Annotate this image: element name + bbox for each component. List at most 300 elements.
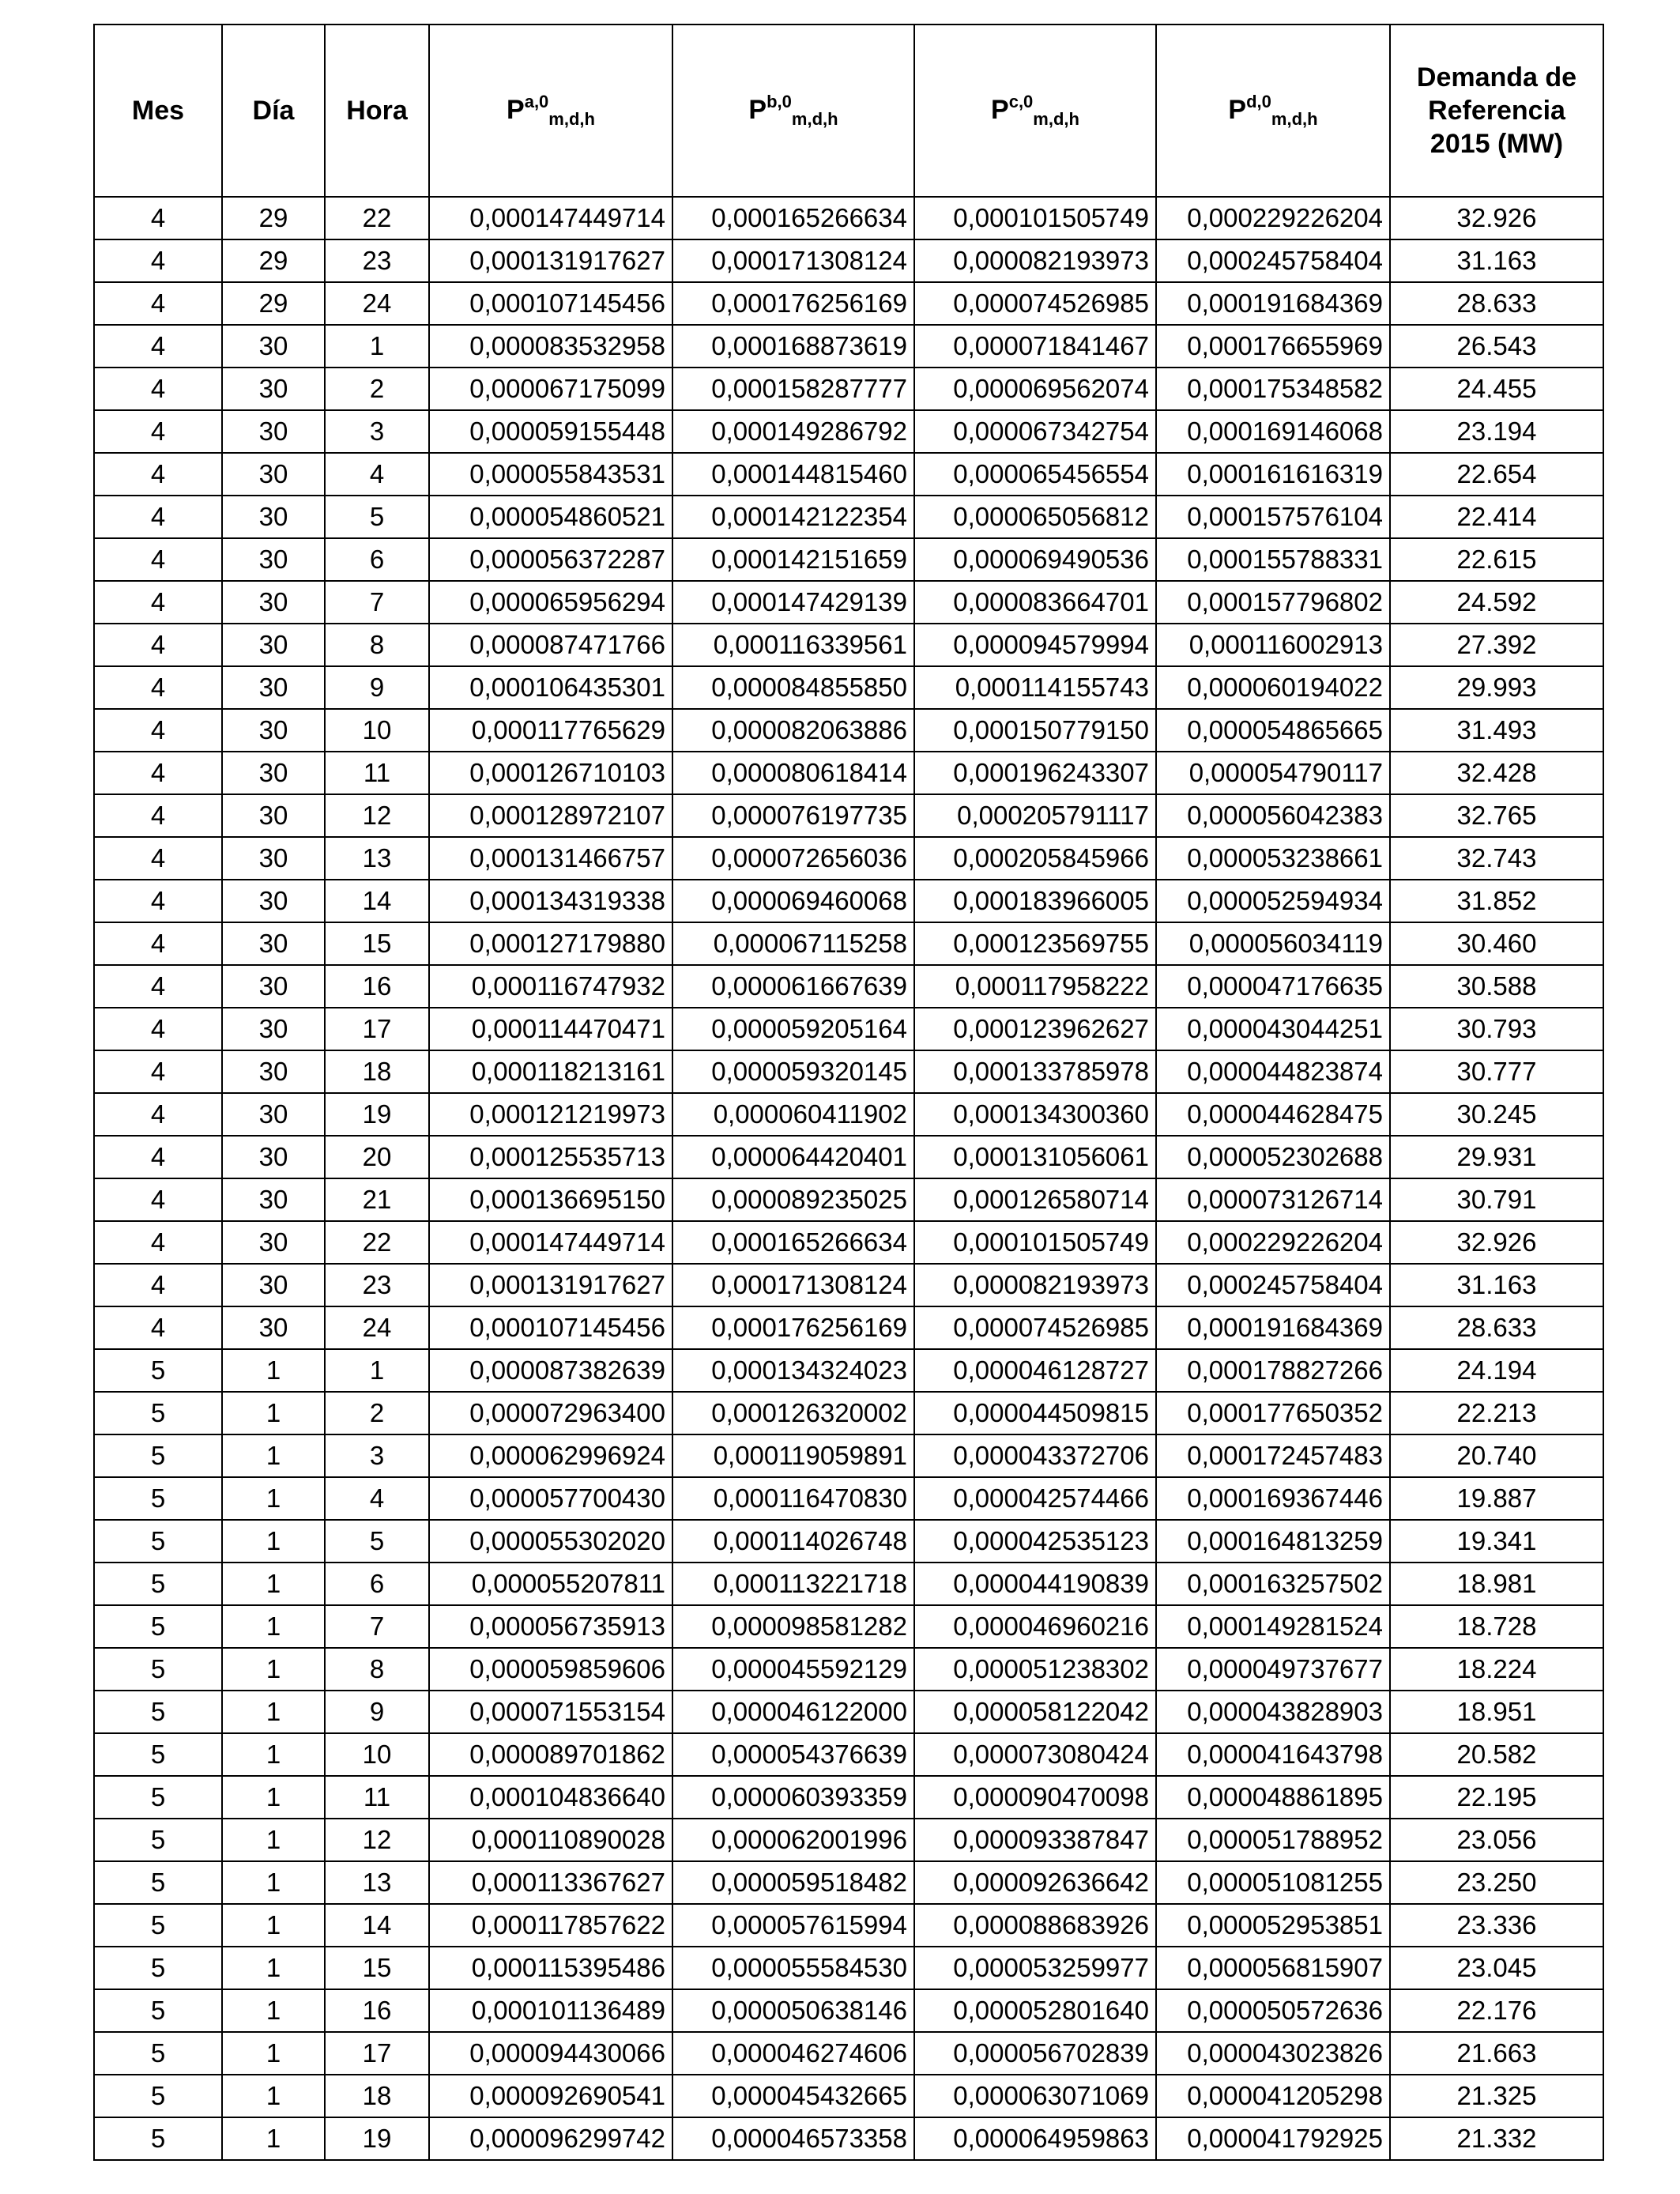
cell-pa: 0,000126710103 [429, 752, 672, 794]
demand-table [93, 24, 1604, 2161]
cell-hora: 3 [325, 410, 429, 453]
cell-pb: 0,000046122000 [672, 1691, 914, 1733]
table-row [94, 1136, 1603, 1178]
cell-hora: 1 [325, 325, 429, 368]
cell-mes: 4 [94, 837, 222, 880]
cell-pa: 0,000092690541 [429, 2075, 672, 2117]
table-row [94, 325, 1603, 368]
cell-mes: 5 [94, 1733, 222, 1776]
cell-hora: 11 [325, 752, 429, 794]
cell-pc: 0,000071841467 [914, 325, 1156, 368]
cell-pc: 0,000065456554 [914, 453, 1156, 496]
cell-pc: 0,000053259977 [914, 1947, 1156, 1989]
cell-mes: 4 [94, 368, 222, 410]
cell-pd: 0,000051788952 [1156, 1819, 1390, 1861]
cell-mes: 5 [94, 1904, 222, 1947]
cell-hora: 17 [325, 2032, 429, 2075]
table-body [94, 197, 1603, 2160]
table-row [94, 410, 1603, 453]
cell-pd: 0,000178827266 [1156, 1349, 1390, 1392]
cell-demanda: 23.056 [1390, 1819, 1603, 1861]
cell-demanda: 20.582 [1390, 1733, 1603, 1776]
cell-hora: 17 [325, 1008, 429, 1050]
cell-hora: 2 [325, 368, 429, 410]
cell-mes: 5 [94, 1947, 222, 1989]
cell-pd: 0,000149281524 [1156, 1605, 1390, 1648]
cell-pa: 0,000136695150 [429, 1178, 672, 1221]
cell-dia: 30 [222, 1050, 325, 1093]
cell-mes: 4 [94, 666, 222, 709]
cell-pd: 0,000056034119 [1156, 922, 1390, 965]
cell-dia: 1 [222, 1904, 325, 1947]
cell-hora: 10 [325, 709, 429, 752]
cell-demanda: 18.981 [1390, 1563, 1603, 1605]
cell-demanda: 23.250 [1390, 1861, 1603, 1904]
cell-dia: 1 [222, 1947, 325, 1989]
cell-pd: 0,000073126714 [1156, 1178, 1390, 1221]
cell-pa: 0,000096299742 [429, 2117, 672, 2160]
cell-pc: 0,000058122042 [914, 1691, 1156, 1733]
cell-pa: 0,000101136489 [429, 1989, 672, 2032]
cell-mes: 5 [94, 1691, 222, 1733]
cell-pa: 0,000087471766 [429, 624, 672, 666]
cell-pa: 0,000127179880 [429, 922, 672, 965]
cell-pa: 0,000055302020 [429, 1520, 672, 1563]
cell-dia: 30 [222, 368, 325, 410]
cell-pc: 0,000065056812 [914, 496, 1156, 538]
cell-dia: 30 [222, 325, 325, 368]
table-row [94, 1520, 1603, 1563]
cell-pd: 0,000175348582 [1156, 368, 1390, 410]
table-row [94, 1819, 1603, 1861]
header-mes: Mes [94, 25, 222, 197]
table-row [94, 752, 1603, 794]
cell-pd: 0,000056815907 [1156, 1947, 1390, 1989]
cell-dia: 30 [222, 752, 325, 794]
cell-pa: 0,000094430066 [429, 2032, 672, 2075]
cell-dia: 1 [222, 1861, 325, 1904]
cell-pb: 0,000134324023 [672, 1349, 914, 1392]
table-row [94, 1904, 1603, 1947]
cell-dia: 30 [222, 922, 325, 965]
table-row [94, 1264, 1603, 1306]
cell-mes: 4 [94, 752, 222, 794]
table-row [94, 1563, 1603, 1605]
cell-mes: 4 [94, 1306, 222, 1349]
cell-demanda: 21.663 [1390, 2032, 1603, 2075]
cell-pd: 0,000052594934 [1156, 880, 1390, 922]
cell-hora: 11 [325, 1776, 429, 1819]
cell-demanda: 18.728 [1390, 1605, 1603, 1648]
cell-pa: 0,000071553154 [429, 1691, 672, 1733]
cell-dia: 30 [222, 1008, 325, 1050]
table-row [94, 1947, 1603, 1989]
cell-pc: 0,000093387847 [914, 1819, 1156, 1861]
cell-pa: 0,000107145456 [429, 1306, 672, 1349]
cell-hora: 5 [325, 496, 429, 538]
cell-dia: 1 [222, 1648, 325, 1691]
cell-pd: 0,000245758404 [1156, 1264, 1390, 1306]
cell-pd: 0,000161616319 [1156, 453, 1390, 496]
cell-demanda: 22.176 [1390, 1989, 1603, 2032]
cell-demanda: 30.791 [1390, 1178, 1603, 1221]
cell-pa: 0,000110890028 [429, 1819, 672, 1861]
cell-pa: 0,000114470471 [429, 1008, 672, 1050]
cell-demanda: 19.887 [1390, 1477, 1603, 1520]
cell-pc: 0,000067342754 [914, 410, 1156, 453]
table-row [94, 922, 1603, 965]
cell-mes: 5 [94, 1861, 222, 1904]
cell-pb: 0,000142122354 [672, 496, 914, 538]
cell-pb: 0,000045592129 [672, 1648, 914, 1691]
cell-mes: 4 [94, 1264, 222, 1306]
cell-pd: 0,000053238661 [1156, 837, 1390, 880]
cell-hora: 14 [325, 1904, 429, 1947]
cell-hora: 24 [325, 282, 429, 325]
cell-dia: 29 [222, 282, 325, 325]
cell-pd: 0,000245758404 [1156, 239, 1390, 282]
cell-pc: 0,000042574466 [914, 1477, 1156, 1520]
cell-dia: 1 [222, 1733, 325, 1776]
cell-pb: 0,000076197735 [672, 794, 914, 837]
table-row [94, 1349, 1603, 1392]
cell-pb: 0,000176256169 [672, 282, 914, 325]
cell-demanda: 21.332 [1390, 2117, 1603, 2160]
header-demanda: Demanda de Referencia 2015 (MW) [1390, 25, 1603, 197]
cell-pd: 0,000056042383 [1156, 794, 1390, 837]
cell-dia: 30 [222, 1306, 325, 1349]
cell-dia: 1 [222, 1563, 325, 1605]
cell-dia: 30 [222, 965, 325, 1008]
cell-pa: 0,000131917627 [429, 1264, 672, 1306]
cell-dia: 30 [222, 709, 325, 752]
cell-demanda: 18.951 [1390, 1691, 1603, 1733]
cell-dia: 30 [222, 794, 325, 837]
cell-dia: 30 [222, 538, 325, 581]
table-row [94, 368, 1603, 410]
cell-pd: 0,000163257502 [1156, 1563, 1390, 1605]
cell-pb: 0,000171308124 [672, 1264, 914, 1306]
cell-mes: 4 [94, 794, 222, 837]
cell-pd: 0,000157576104 [1156, 496, 1390, 538]
cell-pb: 0,000050638146 [672, 1989, 914, 2032]
cell-pc: 0,000101505749 [914, 197, 1156, 239]
cell-pd: 0,000052302688 [1156, 1136, 1390, 1178]
cell-demanda: 32.926 [1390, 1221, 1603, 1264]
cell-demanda: 22.615 [1390, 538, 1603, 581]
cell-mes: 4 [94, 965, 222, 1008]
cell-pa: 0,000056735913 [429, 1605, 672, 1648]
cell-pa: 0,000128972107 [429, 794, 672, 837]
cell-mes: 4 [94, 880, 222, 922]
cell-mes: 4 [94, 325, 222, 368]
cell-demanda: 23.336 [1390, 1904, 1603, 1947]
cell-hora: 6 [325, 1563, 429, 1605]
cell-pa: 0,000059859606 [429, 1648, 672, 1691]
cell-pa: 0,000089701862 [429, 1733, 672, 1776]
cell-mes: 4 [94, 496, 222, 538]
table-row [94, 1861, 1603, 1904]
cell-mes: 4 [94, 709, 222, 752]
cell-pb: 0,000144815460 [672, 453, 914, 496]
cell-mes: 4 [94, 453, 222, 496]
cell-pd: 0,000229226204 [1156, 197, 1390, 239]
cell-hora: 12 [325, 794, 429, 837]
cell-mes: 5 [94, 1819, 222, 1861]
cell-pd: 0,000050572636 [1156, 1989, 1390, 2032]
cell-pb: 0,000165266634 [672, 197, 914, 239]
cell-pc: 0,000044509815 [914, 1392, 1156, 1434]
cell-hora: 18 [325, 2075, 429, 2117]
cell-dia: 1 [222, 1477, 325, 1520]
cell-hora: 9 [325, 1691, 429, 1733]
cell-pa: 0,000067175099 [429, 368, 672, 410]
cell-pb: 0,000084855850 [672, 666, 914, 709]
cell-pd: 0,000054790117 [1156, 752, 1390, 794]
table-row [94, 1605, 1603, 1648]
cell-pb: 0,000142151659 [672, 538, 914, 581]
cell-pd: 0,000164813259 [1156, 1520, 1390, 1563]
cell-dia: 1 [222, 1349, 325, 1392]
cell-pb: 0,000046573358 [672, 2117, 914, 2160]
cell-hora: 7 [325, 1605, 429, 1648]
cell-demanda: 22.654 [1390, 453, 1603, 496]
cell-mes: 4 [94, 1093, 222, 1136]
cell-pc: 0,000205791117 [914, 794, 1156, 837]
cell-demanda: 24.194 [1390, 1349, 1603, 1392]
cell-mes: 5 [94, 1776, 222, 1819]
cell-pa: 0,000055843531 [429, 453, 672, 496]
cell-pd: 0,000051081255 [1156, 1861, 1390, 1904]
cell-hora: 3 [325, 1434, 429, 1477]
table-row [94, 1392, 1603, 1434]
cell-pd: 0,000044628475 [1156, 1093, 1390, 1136]
cell-demanda: 20.740 [1390, 1434, 1603, 1477]
cell-mes: 4 [94, 282, 222, 325]
cell-pa: 0,000131466757 [429, 837, 672, 880]
cell-pb: 0,000113221718 [672, 1563, 914, 1605]
cell-hora: 24 [325, 1306, 429, 1349]
cell-demanda: 31.163 [1390, 1264, 1603, 1306]
cell-pa: 0,000056372287 [429, 538, 672, 581]
cell-mes: 4 [94, 1136, 222, 1178]
cell-mes: 5 [94, 1563, 222, 1605]
cell-mes: 5 [94, 2032, 222, 2075]
cell-pa: 0,000062996924 [429, 1434, 672, 1477]
cell-hora: 22 [325, 197, 429, 239]
cell-pc: 0,000082193973 [914, 239, 1156, 282]
cell-demanda: 24.592 [1390, 581, 1603, 624]
table-row [94, 965, 1603, 1008]
cell-pc: 0,000082193973 [914, 1264, 1156, 1306]
cell-pa: 0,000072963400 [429, 1392, 672, 1434]
cell-pb: 0,000059205164 [672, 1008, 914, 1050]
cell-pd: 0,000155788331 [1156, 538, 1390, 581]
cell-mes: 4 [94, 197, 222, 239]
cell-mes: 5 [94, 1520, 222, 1563]
cell-demanda: 31.163 [1390, 239, 1603, 282]
cell-demanda: 19.341 [1390, 1520, 1603, 1563]
cell-pa: 0,000121219973 [429, 1093, 672, 1136]
cell-demanda: 18.224 [1390, 1648, 1603, 1691]
cell-demanda: 23.045 [1390, 1947, 1603, 1989]
cell-demanda: 26.543 [1390, 325, 1603, 368]
cell-pc: 0,000056702839 [914, 2032, 1156, 2075]
cell-mes: 5 [94, 2075, 222, 2117]
cell-dia: 1 [222, 1776, 325, 1819]
cell-pa: 0,000147449714 [429, 1221, 672, 1264]
cell-mes: 5 [94, 1349, 222, 1392]
table-row [94, 794, 1603, 837]
table-row [94, 1093, 1603, 1136]
cell-pd: 0,000116002913 [1156, 624, 1390, 666]
cell-hora: 14 [325, 880, 429, 922]
cell-pd: 0,000172457483 [1156, 1434, 1390, 1477]
cell-hora: 6 [325, 538, 429, 581]
cell-pb: 0,000059320145 [672, 1050, 914, 1093]
cell-pc: 0,000183966005 [914, 880, 1156, 922]
cell-hora: 8 [325, 624, 429, 666]
cell-pd: 0,000049737677 [1156, 1648, 1390, 1691]
cell-mes: 4 [94, 922, 222, 965]
cell-pb: 0,000147429139 [672, 581, 914, 624]
cell-demanda: 27.392 [1390, 624, 1603, 666]
cell-pb: 0,000119059891 [672, 1434, 914, 1477]
cell-demanda: 30.793 [1390, 1008, 1603, 1050]
cell-dia: 30 [222, 880, 325, 922]
cell-pc: 0,000052801640 [914, 1989, 1156, 2032]
cell-demanda: 24.455 [1390, 368, 1603, 410]
cell-mes: 5 [94, 1392, 222, 1434]
cell-pa: 0,000087382639 [429, 1349, 672, 1392]
cell-demanda: 22.213 [1390, 1392, 1603, 1434]
cell-hora: 8 [325, 1648, 429, 1691]
cell-pa: 0,000131917627 [429, 239, 672, 282]
cell-hora: 23 [325, 239, 429, 282]
cell-pd: 0,000054865665 [1156, 709, 1390, 752]
cell-pb: 0,000116339561 [672, 624, 914, 666]
cell-demanda: 21.325 [1390, 2075, 1603, 2117]
cell-hora: 12 [325, 1819, 429, 1861]
table-row [94, 239, 1603, 282]
cell-hora: 20 [325, 1136, 429, 1178]
cell-pc: 0,000126580714 [914, 1178, 1156, 1221]
cell-pc: 0,000092636642 [914, 1861, 1156, 1904]
cell-pb: 0,000176256169 [672, 1306, 914, 1349]
cell-pc: 0,000046128727 [914, 1349, 1156, 1392]
cell-pa: 0,000125535713 [429, 1136, 672, 1178]
cell-pd: 0,000044823874 [1156, 1050, 1390, 1093]
cell-hora: 15 [325, 1947, 429, 1989]
cell-pc: 0,000133785978 [914, 1050, 1156, 1093]
cell-pa: 0,000107145456 [429, 282, 672, 325]
cell-demanda: 32.926 [1390, 197, 1603, 239]
cell-pb: 0,000046274606 [672, 2032, 914, 2075]
cell-pc: 0,000044190839 [914, 1563, 1156, 1605]
cell-dia: 1 [222, 1819, 325, 1861]
cell-pc: 0,000205845966 [914, 837, 1156, 880]
cell-pb: 0,000059518482 [672, 1861, 914, 1904]
cell-mes: 5 [94, 1989, 222, 2032]
table-row [94, 1691, 1603, 1733]
cell-demanda: 29.993 [1390, 666, 1603, 709]
cell-pa: 0,000104836640 [429, 1776, 672, 1819]
cell-pb: 0,000158287777 [672, 368, 914, 410]
cell-dia: 30 [222, 1264, 325, 1306]
table-row [94, 1306, 1603, 1349]
cell-pa: 0,000113367627 [429, 1861, 672, 1904]
cell-hora: 1 [325, 1349, 429, 1392]
table-row [94, 538, 1603, 581]
cell-pd: 0,000169367446 [1156, 1477, 1390, 1520]
cell-pc: 0,000101505749 [914, 1221, 1156, 1264]
cell-pc: 0,000123569755 [914, 922, 1156, 965]
cell-demanda: 31.493 [1390, 709, 1603, 752]
cell-dia: 1 [222, 2117, 325, 2160]
cell-pb: 0,000057615994 [672, 1904, 914, 1947]
cell-pc: 0,000042535123 [914, 1520, 1156, 1563]
cell-pd: 0,000191684369 [1156, 1306, 1390, 1349]
cell-dia: 1 [222, 1691, 325, 1733]
cell-hora: 21 [325, 1178, 429, 1221]
cell-dia: 30 [222, 1136, 325, 1178]
cell-pa: 0,000147449714 [429, 197, 672, 239]
cell-hora: 7 [325, 581, 429, 624]
cell-pb: 0,000080618414 [672, 752, 914, 794]
cell-pd: 0,000047176635 [1156, 965, 1390, 1008]
cell-demanda: 22.195 [1390, 1776, 1603, 1819]
table-row [94, 1050, 1603, 1093]
cell-pa: 0,000134319338 [429, 880, 672, 922]
header-pa: P$^{a,0}_{m,d,h}$ [429, 25, 672, 197]
cell-pc: 0,000088683926 [914, 1904, 1156, 1947]
cell-pd: 0,000229226204 [1156, 1221, 1390, 1264]
cell-pc: 0,000063071069 [914, 2075, 1156, 2117]
cell-mes: 4 [94, 538, 222, 581]
cell-pc: 0,000090470098 [914, 1776, 1156, 1819]
cell-hora: 2 [325, 1392, 429, 1434]
cell-pc: 0,000043372706 [914, 1434, 1156, 1477]
cell-pd: 0,000060194022 [1156, 666, 1390, 709]
cell-hora: 5 [325, 1520, 429, 1563]
header-row [94, 25, 1603, 197]
cell-hora: 9 [325, 666, 429, 709]
cell-pb: 0,000067115258 [672, 922, 914, 965]
cell-mes: 4 [94, 581, 222, 624]
cell-pa: 0,000055207811 [429, 1563, 672, 1605]
cell-dia: 29 [222, 197, 325, 239]
cell-hora: 13 [325, 837, 429, 880]
cell-pd: 0,000043828903 [1156, 1691, 1390, 1733]
cell-demanda: 32.765 [1390, 794, 1603, 837]
table-row [94, 2075, 1603, 2117]
cell-pa: 0,000057700430 [429, 1477, 672, 1520]
cell-pb: 0,000060411902 [672, 1093, 914, 1136]
cell-pb: 0,000089235025 [672, 1178, 914, 1221]
cell-pc: 0,000051238302 [914, 1648, 1156, 1691]
table-row [94, 2117, 1603, 2160]
table-row [94, 2032, 1603, 2075]
cell-pd: 0,000177650352 [1156, 1392, 1390, 1434]
cell-dia: 1 [222, 1989, 325, 2032]
header-pd: P$^{d,0}_{m,d,h}$ [1156, 25, 1390, 197]
table-row [94, 581, 1603, 624]
cell-hora: 16 [325, 965, 429, 1008]
header-dia: Día [222, 25, 325, 197]
cell-pb: 0,000114026748 [672, 1520, 914, 1563]
cell-dia: 29 [222, 239, 325, 282]
cell-pa: 0,000054860521 [429, 496, 672, 538]
